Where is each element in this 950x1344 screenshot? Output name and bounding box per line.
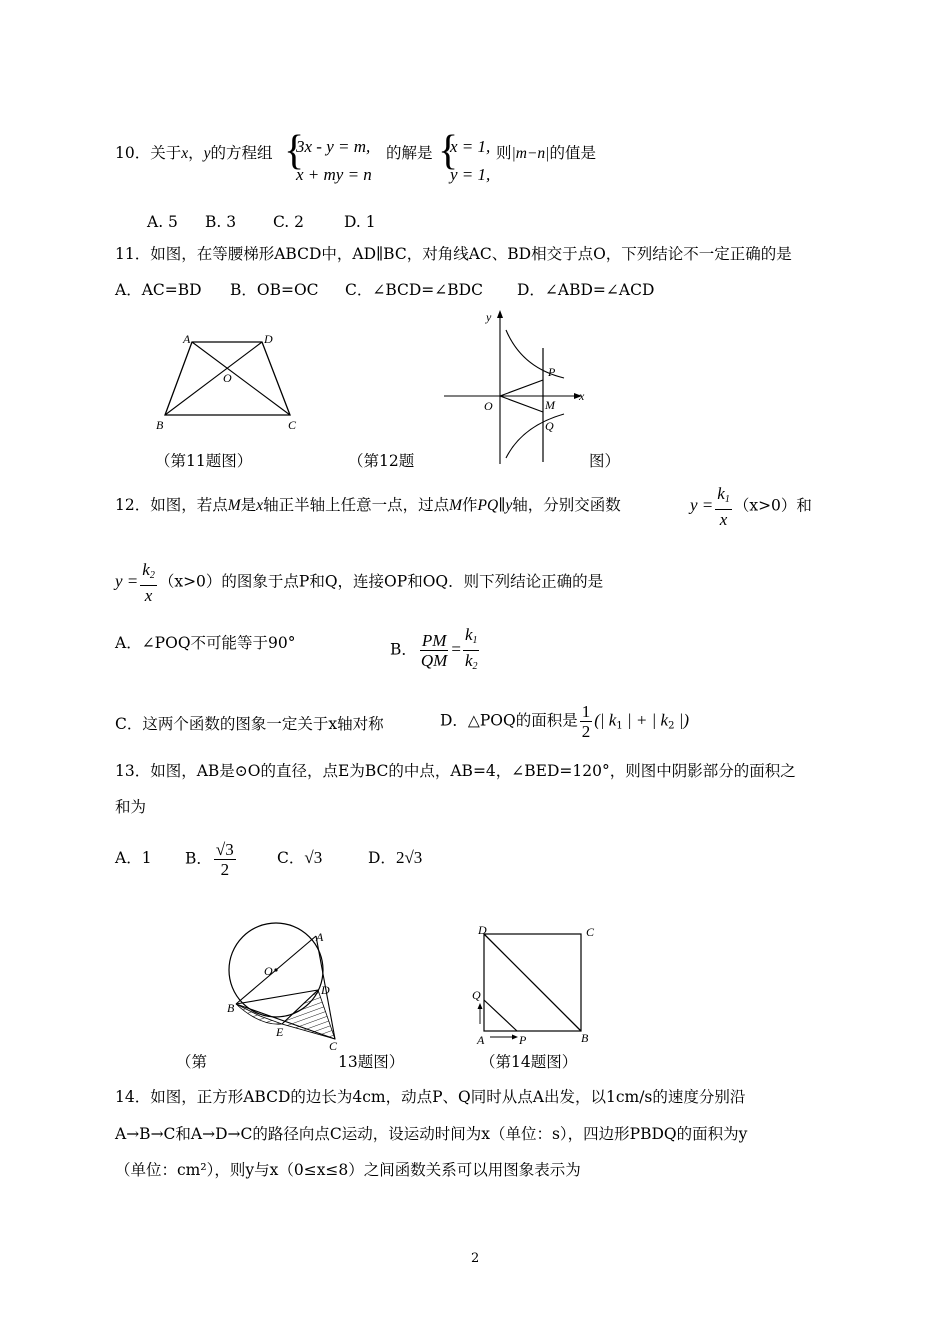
q10-stem: 10．关于x，y的方程组 <box>115 144 273 162</box>
q13-stem-line2: 和为 <box>115 798 147 816</box>
q11-option-b: B．OB=OC <box>230 281 319 299</box>
q10-brace-2: { <box>438 128 459 174</box>
label-c: C <box>329 1039 338 1052</box>
label-o: O <box>484 399 493 413</box>
center-dot <box>274 968 277 971</box>
q13-option-c: C．√3 <box>277 848 323 867</box>
segment-oq <box>500 396 543 412</box>
label-e: E <box>276 1025 284 1039</box>
figure-12-caption-a: （第12题 <box>348 452 415 470</box>
q11-option-c: C．∠BCD=∠BDC <box>345 281 483 299</box>
figure-13-circle <box>220 922 360 1052</box>
label-q: Q <box>472 988 481 1002</box>
diagonal-bd <box>165 342 262 415</box>
q10-option-a: A. 5 <box>147 213 178 231</box>
q10-eq1: 3x - y = m, <box>296 137 371 156</box>
q10-eq2: x + my = n <box>296 165 372 184</box>
q11-option-d: D．∠ABD=∠ACD <box>517 281 655 299</box>
figure-14-caption: （第14题图） <box>480 1053 578 1071</box>
label-a: A <box>477 1033 485 1047</box>
page-number: 2 <box>471 1251 480 1266</box>
label-q: Q <box>545 419 554 433</box>
label-p: P <box>548 365 556 379</box>
q12-stem-line1: 12．如图，若点M是x轴正半轴上任意一点，过点M作PQ∥y轴，分别交函数 <box>115 496 621 514</box>
y-axis-arrow <box>497 310 503 318</box>
q13-option-d: D．2√3 <box>368 848 423 867</box>
label-b: B <box>227 1001 235 1015</box>
diagonal-db <box>484 934 581 1031</box>
q10-sol2: y = 1, <box>450 165 491 184</box>
figure-12-hyperbola <box>440 308 590 466</box>
q12-option-b: B． $\frac{PM}{QM}$ = $\frac{k_1}{k_2}$ <box>390 625 478 672</box>
q10-option-d: D. 1 <box>344 213 376 231</box>
label-b: B <box>581 1031 589 1045</box>
label-c: C <box>586 925 595 939</box>
q12-option-a: A．∠POQ不可能等于90° <box>115 634 296 652</box>
label-a: A <box>316 930 324 944</box>
q10-option-b: B. 3 <box>205 213 237 231</box>
q13-option-a: A．1 <box>115 849 152 867</box>
q12-stem-line2: y = $\frac{k_2}{x}$ （x>0）的图象于点P和Q，连接OP和OQ．则下列结论正确的是 <box>115 560 604 605</box>
arrow-right-head <box>512 1035 518 1040</box>
figure-11-trapezoid <box>150 330 310 440</box>
q12-function-1: y = $\frac{k_1}{x}$ （x>0）和 <box>690 484 812 529</box>
label-a: A <box>183 332 191 346</box>
label-p: P <box>519 1033 527 1047</box>
q10-text3: 的解是 <box>386 144 433 162</box>
segment-op <box>500 380 543 396</box>
label-c: C <box>288 418 297 432</box>
label-d: D <box>264 332 273 346</box>
figure-14-square <box>468 922 603 1050</box>
q10-option-c: C. 2 <box>273 213 305 231</box>
label-y: y <box>486 310 492 324</box>
curve-k2 <box>506 414 564 458</box>
label-d: D <box>321 983 330 997</box>
label-o: O <box>264 964 273 978</box>
q11-stem: 11．如图，在等腰梯形ABCD中，AD∥BC，对角线AC、BD相交于点O，下列结论不一定正确的是 <box>115 245 792 263</box>
label-m: M <box>545 398 555 412</box>
label-o: O <box>223 371 232 385</box>
q14-stem-line3: （单位：cm²），则y与x（0≤x≤8）之间函数关系可以用图象表示为 <box>115 1161 581 1179</box>
q11-option-a: A．AC=BD <box>115 281 202 299</box>
segment-qp <box>484 1000 517 1031</box>
label-b: B <box>156 418 164 432</box>
arrow-up-head <box>478 1003 483 1009</box>
q14-stem-line2: A→B→C和A→D→C的路径向点C运动，设运动时间为x（单位：s），四边形PBDQ的面积为y <box>115 1125 748 1143</box>
q10-sol1: x = 1, <box>450 137 491 156</box>
q12-option-c: C．这两个函数的图象一定关于x轴对称 <box>115 715 384 733</box>
label-x: x <box>579 389 585 403</box>
q10-brace-1: { <box>284 128 305 174</box>
q12-option-d: D．△POQ的面积是 $\frac{1}{2}$ (| $k_1$ | + | $k_2$ |) <box>440 702 690 741</box>
figure-13-caption-b: 13题图） <box>338 1053 405 1071</box>
q13-option-b: B． $\frac{√3}{2}$ <box>185 840 234 879</box>
q14-stem-line1: 14．如图，正方形ABCD的边长为4cm，动点P、Q同时从点A出发，以1cm/s的速度分别沿 <box>115 1088 746 1106</box>
label-d: D <box>478 923 487 937</box>
figure-13-caption-a: （第 <box>176 1053 208 1071</box>
figure-11-caption: （第11题图） <box>155 452 253 470</box>
diagonal-ac <box>192 342 290 415</box>
figure-12-caption-b: 图） <box>589 452 621 470</box>
q10-tail: 则|m−n|的值是 <box>496 144 596 162</box>
q13-stem-line1: 13．如图，AB是⊙O的直径，点E为BC的中点，AB=4，∠BED=120°，则图中阴影部分的面积之 <box>115 762 796 780</box>
